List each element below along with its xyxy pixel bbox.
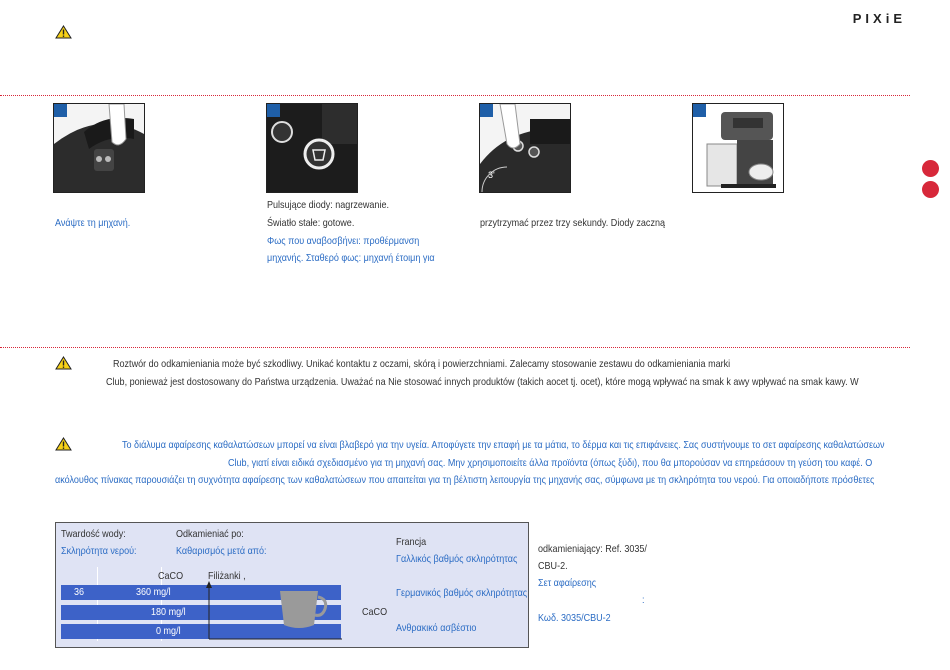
timer-label: 3' xyxy=(488,170,495,180)
table-header-cups: Filiżanki , xyxy=(208,570,246,582)
warning-icon xyxy=(55,25,72,39)
warning-el-line-2: Club, γιατί είναι ειδικά σχεδιασμένο για τη μηχανή σας. Μην χρησιμοποιείτε άλλα προϊόντα (όπως ξύδι), που θα μπορούσαν να επηρεάσουν τη γεύση του καφέ. Ο xyxy=(228,457,873,469)
brand-logo: PIXiE xyxy=(852,11,906,26)
row-1-value: 360 mg/l xyxy=(136,586,171,598)
step-3-caption-pl: przytrzymać przez trzy sekundy. Diody zaczną xyxy=(480,217,666,229)
step-4-tag xyxy=(693,104,706,117)
step-1-tag xyxy=(54,104,67,117)
side-note-line-5: Κωδ. 3035/CBU-2 xyxy=(538,612,611,624)
step-3-image xyxy=(479,103,571,193)
side-marker-1 xyxy=(922,160,939,177)
table-header-hardness-pl: Twardość wody: xyxy=(61,528,126,540)
divider-top xyxy=(0,95,910,96)
side-note-line-1: odkamieniający: Ref. 3035/ xyxy=(538,543,647,555)
calcium-carbonate-el: Ανθρακικό ασβέστιο xyxy=(396,622,477,634)
step-1-caption-el: Ανάψτε τη μηχανή. xyxy=(55,217,131,229)
table-header-descale-el: Καθαρισμός μετά από: xyxy=(176,545,267,557)
table-header-caco: CaCO xyxy=(158,570,184,582)
step-3-tag xyxy=(480,104,493,117)
divider-middle xyxy=(0,347,910,348)
side-note-line-4: : xyxy=(642,594,645,606)
row-2-value: 180 mg/l xyxy=(151,606,186,618)
step-2-caption-el-2: μηχανής. Σταθερό φως: μηχανή έτοιμη για xyxy=(267,252,435,264)
step-2-caption-el-1: Φως που αναβοσβήνει: προθέρμανση xyxy=(267,235,420,247)
warning-el-line-1: Το διάλυμα αφαίρεσης καθαλατώσεων μπορεί να είναι βλαβερό για την υγεία. Αποφύγετε την επαφή με τα μάτια, το δέρμα και τις επιφάνειες. Σας συστήνουμε το σετ αφαίρεσης καθαλατώσεων xyxy=(122,439,885,451)
step-1-image xyxy=(53,103,145,193)
step-4-image xyxy=(692,103,784,193)
warning-icon xyxy=(55,437,72,451)
step-2-caption-pl-2: Światło stałe: gotowe. xyxy=(267,217,355,229)
water-hardness-table xyxy=(55,522,529,648)
warning-pl-line-2: Club, ponieważ jest dostosowany do Państwa urządzenia. Uważać na Nie stosować innych produktów (takich aocet tj. ocet), które mogą wpływać na smak k awy wpływać na smak kawy. W xyxy=(106,376,859,388)
side-note-line-2: CBU-2. xyxy=(538,560,568,572)
table-header-hardness-el: Σκληρότητα νερού: xyxy=(61,545,137,557)
french-degree-pl: Francja xyxy=(396,536,427,548)
warning-el-line-3: ακόλουθος πίνακας παρουσιάζει τη συχνότητα αφαίρεσης των καθαλατώσεων που απαιτείται για τη βέλτιστη λειτουργία της μηχανής σας, σύμφωνα με τη σκληρότητα του νερού. Για οποιαδήποτε πρόσθετες xyxy=(55,474,875,486)
row-1-number: 36 xyxy=(74,586,85,598)
step-2-tag xyxy=(267,104,280,117)
side-marker-2 xyxy=(922,181,939,198)
table-header-descale-pl: Odkamieniać po: xyxy=(176,528,244,540)
french-degree-el: Γαλλικός βαθμός σκληρότητας xyxy=(396,553,518,565)
warning-icon xyxy=(55,356,72,370)
german-degree-el: Γερμανικός βαθμός σκληρότητας xyxy=(396,587,528,599)
warning-pl-line-1: Roztwór do odkamieniania może być szkodliwy. Unikać kontaktu z oczami, skórą i powierzchniami. Zalecamy stosowanie zestawu do odkamieniania marki xyxy=(113,358,731,370)
step-2-image xyxy=(266,103,358,193)
side-note-line-3: Σετ αφαίρεσης xyxy=(538,577,597,589)
caco-side-label: CaCO xyxy=(362,606,388,618)
coffee-cup-icon xyxy=(278,589,330,631)
step-2-caption-pl-1: Pulsujące diody: nagrzewanie. xyxy=(267,199,389,211)
row-3-value: 0 mg/l xyxy=(156,625,181,637)
